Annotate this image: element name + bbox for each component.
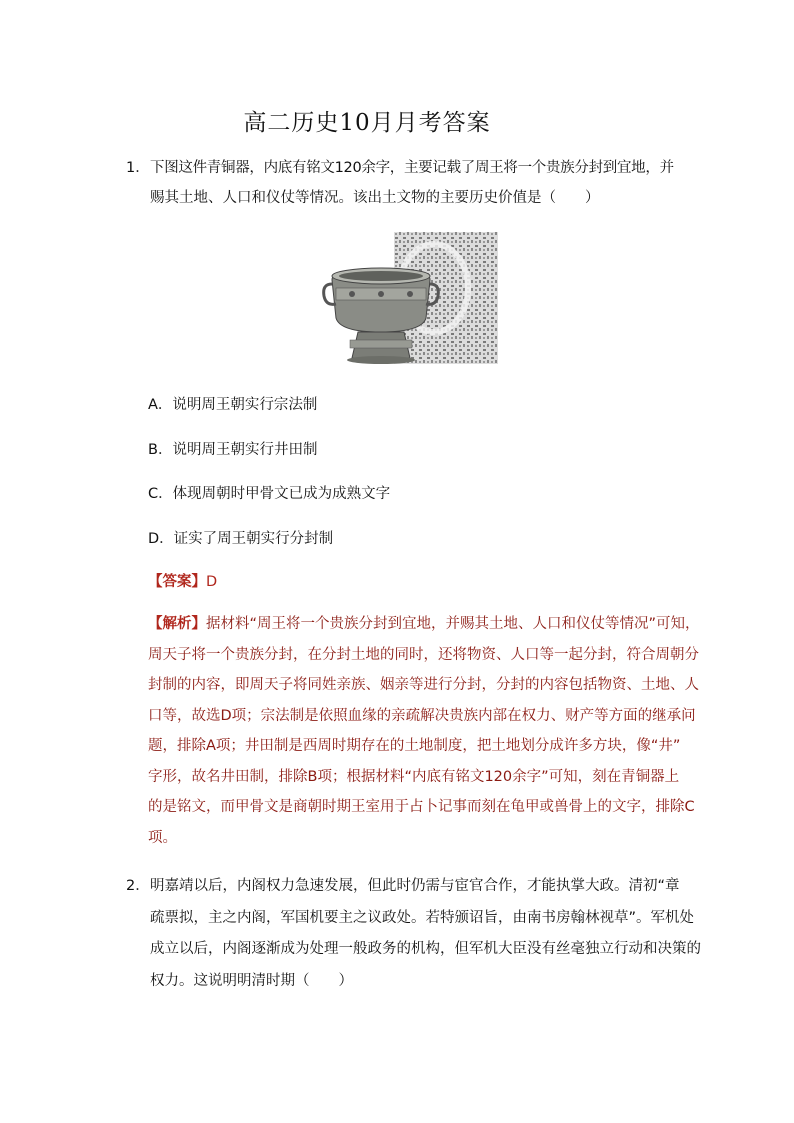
question-number: 1． — [126, 160, 150, 176]
analysis-line: 周天子将一个贵族分封，在分封土地的同时，还将物资、人口等一起分封，符合周朝分 — [148, 646, 699, 663]
analysis-line: 项。 — [148, 829, 177, 846]
answer-tag: 【答案】 — [148, 574, 206, 590]
option-a: A．说明周王朝实行宗法制 — [148, 397, 318, 413]
analysis-line: 题，排除A项；井田制是西周时期存在的土地制度，把土地划分成许多方块，像“井” — [148, 738, 681, 754]
analysis-line: 口等，故选D项；宗法制是依照血缘的亲疏解决贵族内部在权力、财产等方面的继承问 — [148, 707, 696, 724]
analysis-line: 封制的内容，即周天子将同姓亲族、姻亲等进行分封，分封的内容包括物资、土地、人 — [148, 677, 699, 693]
question-line: 赐其土地、人口和仪仗等情况。该出土文物的主要历史价值是（ ） — [150, 190, 600, 206]
analysis-line: 字形，故名井田制，排除B项；根据材料“内底有铭文120余字”可知，刻在青铜器上 — [148, 768, 680, 785]
question-line: 疏票拟，主之内阁，军国机要主之议政处。若特颁诏旨，由南书房翰林视草”。军机处 — [150, 909, 695, 926]
option-d: D．证实了周王朝实行分封制 — [148, 531, 334, 547]
question-line: 明嘉靖以后，内阁权力急速发展，但此时仍需与宦官合作，才能执掌大政。清初“章 — [150, 878, 680, 894]
question-stem — [150, 153, 686, 213]
option-b: B．说明周王朝实行井田制 — [148, 442, 318, 458]
analysis-line: 的是铭文，而甲骨文是商朝时期王室用于占卜记事而刻在龟甲或兽骨上的文字，排除C — [148, 799, 695, 815]
question-number: 2． — [126, 878, 150, 894]
question-line: 权力。这说明明清时期（ ） — [150, 972, 353, 989]
question-2 — [126, 871, 701, 997]
analysis-tag: 【解析】 — [148, 616, 206, 632]
page-title: 高二历史10月月考答案 — [243, 110, 491, 136]
answer-line — [148, 570, 217, 591]
analysis — [148, 609, 700, 853]
option-c: C．体现周朝时甲骨文已成为成熟文字 — [148, 486, 391, 502]
question-line: 下图这件青铜器，内底有铭文120余字，主要记载了周王将一个贵族分封到宜地，并 — [150, 160, 674, 176]
analysis-line: 据材料“周王将一个贵族分封到宜地，并赐其土地、人口和仪仗等情况”可知， — [206, 616, 700, 632]
question-line: 成立以后，内阁逐渐成为处理一般政务的机构，但军机大臣没有丝毫独立行动和决策的 — [150, 941, 701, 957]
answer-value: D — [206, 574, 218, 590]
question-1 — [126, 153, 686, 213]
bronze-vessel-image — [322, 228, 502, 368]
question-stem — [150, 871, 701, 997]
